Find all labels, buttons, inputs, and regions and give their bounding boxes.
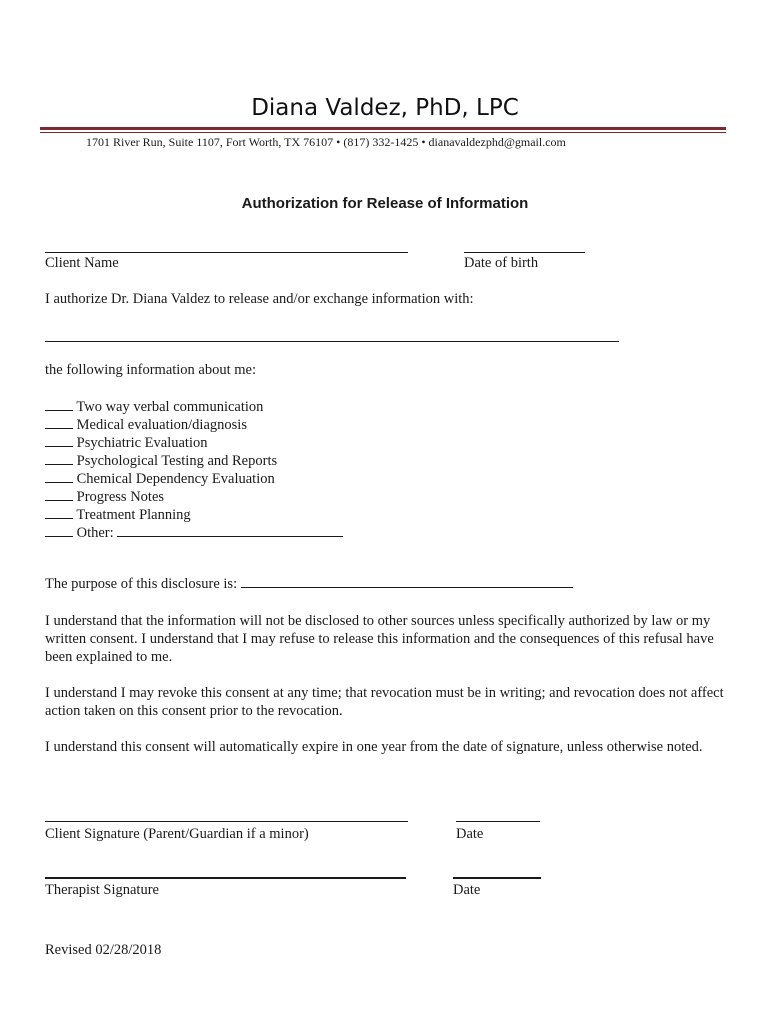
letterhead-rule-thick — [40, 127, 726, 130]
client-name-label: Client Name — [45, 255, 119, 271]
checklist-item[interactable]: Two way verbal communication — [45, 398, 343, 416]
checklist-item[interactable]: Treatment Planning — [45, 506, 343, 524]
purpose-field[interactable] — [241, 575, 573, 588]
following-info-text: the following information about me: — [45, 362, 257, 378]
therapist-signature-field[interactable] — [45, 877, 406, 879]
information-checklist — [45, 398, 343, 542]
checklist-blank[interactable] — [45, 506, 73, 519]
client-signature-field[interactable] — [45, 821, 408, 822]
expiration-paragraph: I understand this consent will automatically expire in one year from the date of signature, unless otherwise noted. — [45, 739, 703, 755]
revision-date: Revised 02/28/2018 — [45, 942, 162, 958]
therapist-date-field[interactable] — [453, 877, 541, 879]
form-title: Authorization for Release of Information — [241, 195, 529, 212]
client-date-field[interactable] — [456, 821, 540, 822]
authorize-text: I authorize Dr. Diana Valdez to release and/or exchange information with: — [45, 291, 474, 307]
client-signature-label: Client Signature (Parent/Guardian if a minor) — [45, 826, 309, 842]
therapist-date-label: Date — [453, 882, 481, 898]
purpose-row — [45, 575, 573, 593]
checklist-item[interactable]: Progress Notes — [45, 488, 343, 506]
checklist-blank[interactable] — [45, 470, 73, 483]
checklist-item[interactable]: Other: — [45, 524, 343, 542]
checklist-blank[interactable] — [45, 416, 73, 429]
other-field[interactable] — [117, 524, 343, 537]
client-name-field[interactable] — [45, 252, 408, 253]
letterhead-rule-thin — [40, 132, 726, 133]
checklist-blank[interactable] — [45, 398, 73, 411]
checklist-blank[interactable] — [45, 488, 73, 501]
purpose-label: The purpose of this disclosure is: — [45, 576, 238, 592]
therapist-signature-label: Therapist Signature — [45, 882, 159, 898]
checklist-item[interactable]: Medical evaluation/diagnosis — [45, 416, 343, 434]
revocation-paragraph: I understand I may revoke this consent at any time; that revocation must be in writing; and revocation does not affect action taken on this consent prior to the revocation. — [45, 685, 724, 719]
date-of-birth-field[interactable] — [464, 252, 585, 253]
checklist-blank[interactable] — [45, 524, 73, 537]
checklist-blank[interactable] — [45, 434, 73, 447]
checklist-blank[interactable] — [45, 452, 73, 465]
checklist-item[interactable]: Psychological Testing and Reports — [45, 452, 343, 470]
recipient-field[interactable] — [45, 341, 619, 342]
disclosure-paragraph: I understand that the information will not be disclosed to other sources unless specifically authorized by law or my written consent. I understand that I may refuse to release this information and the consequences of this refusal have been explained to me. — [45, 613, 714, 665]
checklist-item[interactable]: Chemical Dependency Evaluation — [45, 470, 343, 488]
letterhead-address: 1701 River Run, Suite 1107, Fort Worth, TX 76107 • (817) 332-1425 • dianavaldezphd@gmail.com — [86, 135, 566, 149]
client-date-label: Date — [456, 826, 484, 842]
checklist-item[interactable]: Psychiatric Evaluation — [45, 434, 343, 452]
date-of-birth-label: Date of birth — [464, 255, 539, 271]
letterhead-name: Diana Valdez, PhD, LPC — [251, 95, 519, 121]
